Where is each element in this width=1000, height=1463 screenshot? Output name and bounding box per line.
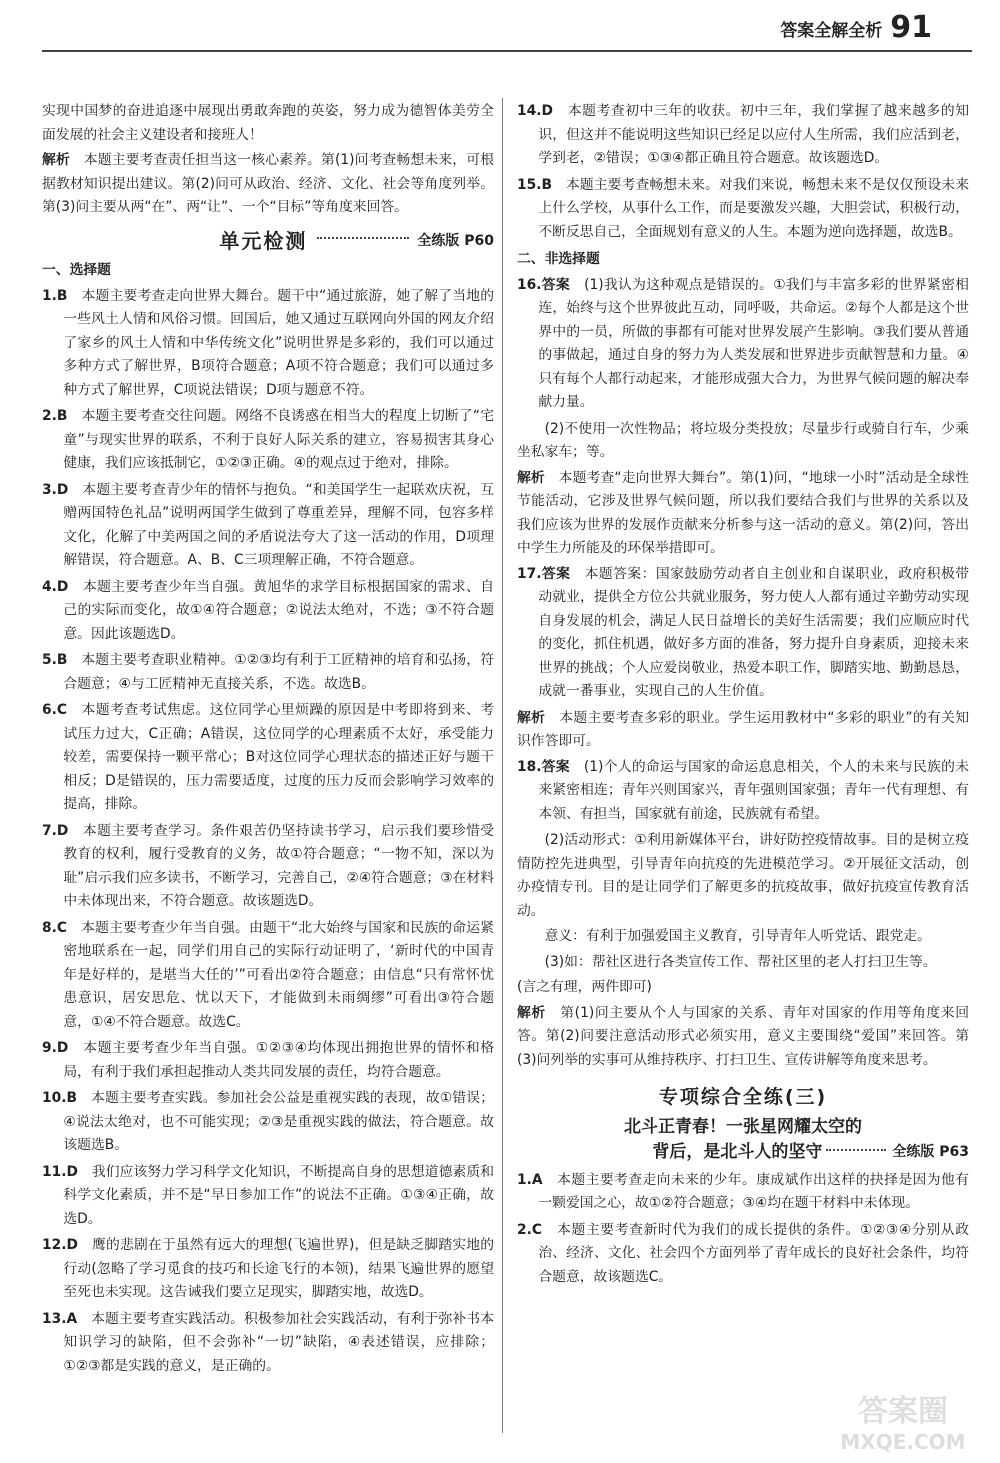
question-18-answer-3: 意义：有利于加强爱国主义教育，引导青年人听党话、跟党走。 <box>544 928 931 944</box>
question-number: 9.D <box>42 1040 69 1056</box>
subsection-non-choice: 二、非选择题 <box>517 251 600 267</box>
section-ref: 全练版 P60 <box>417 232 494 249</box>
question-item <box>42 649 494 696</box>
question-item <box>517 1169 969 1216</box>
question-number: 14.D <box>517 103 553 119</box>
question-item <box>42 1234 494 1305</box>
special-item-list <box>517 1169 969 1290</box>
leader-dots <box>317 237 409 239</box>
question-explanation: 本题主要考查走向世界大舞台。题干中“通过旅游，她了解了当地的一些风土人情和风俗习惯。回国后，她又通过互联网向外国的网友介绍了家乡的风土人情和中华传统文化”说明世界是多彩的，我们可以通过多种方式了解世界，B项符合题意；A项不符合题意；我们可以通过多种方式了解世界，C项说法错误；D项与题意不符。 <box>63 287 495 398</box>
question-explanation: 本题主要考查实践。参加社会公益是重视实践的表现，故①错误；④说法太绝对，也不可能实现；②③是重视实践的做法，符合题意。故该题选B。 <box>63 1090 495 1153</box>
question-item <box>42 1308 494 1379</box>
question-18-answer: 18.答案 (1)个人的命运与国家的命运息息相关，个人的未来与民族的未来紧密相连；青年兴则国家兴，青年强则国家强；青年一代有理想、有本领、有担当，国家就有前途，民族就有希望。 <box>517 758 969 822</box>
question-item <box>42 1087 494 1158</box>
question-explanation: 本题考查考试焦虑。这位同学心里烦躁的原因是中考即将到来、考试压力过大，C正确；A错误，这位同学的心理素质不太好，承受能力较差，需要保持一颗平常心；B对这位同学心理状态的描述正好与题干相反；D是错误的，压力需要适度，过度的压力反而会影响学习效率的提高，排除。 <box>63 702 494 812</box>
watermark-logo <box>828 1387 978 1457</box>
question-16-answer: 16.答案 (1)我认为这种观点是错误的。①我们与丰富多彩的世界紧密相连，始终与这个世界彼此互动，同呼吸，共命运。②每个人都是这个世界中的一员，所做的事都有可能对世界发展产生影响。③我们要从普通的事做起，通过自身的努力为人类发展和世界进步贡献智慧和力量。④只有每个人都行动起来，才能形成强大合力，为世界气候问题的解决奉献力量。 <box>517 276 969 410</box>
question-explanation: 本题主要考查少年当自强。黄旭华的求学目标根据国家的需求、自己的实际而变化，故①④符合题意；②说法太绝对，不选；③不符合题意。因此该题选D。 <box>63 578 495 642</box>
question-17-answer: 17.答案 本题答案：国家鼓励劳动者自主创业和自谋职业，政府积极带动就业，提供全方位公共就业服务，努力使人人都有通过辛勤劳动实现自身发展的机会，满足人民日益增长的美好生活需要；我们应顺应时代的变化，抓住机遇，做好多方面的准备，努力提升自身素质，迎接未来世界的挑战；个人应爱岗敬业，热爱本职工作，脚踏实地、勤勤恳恳，成就一番事业，实现自己的人生价值。 <box>517 565 970 699</box>
question-item <box>42 1037 494 1084</box>
question-18-note: (言之有理，两件即可) <box>517 979 652 995</box>
leader-dots <box>826 1149 886 1151</box>
question-number: 8.C <box>42 919 67 936</box>
question-explanation: 本题主要考查少年当自强。由题干“北大始终与国家和民族的命运紧密地联系在一起，同学们用自己的实际行动证明了，‘新时代的中国青年是好样的，是堪当大任的’”可看出②符合题意；由信息“只有常怀忧患意识，居安思危、忧以天下，才能做到未雨绸缪”可看出③符合题意，①④不符合题意。故选C。 <box>63 919 494 1030</box>
watermark-url: MXQE.COM <box>840 1430 966 1454</box>
question-number: 13.A <box>42 1310 78 1327</box>
question-16-answer-2: (2)不使用一次性物品；将垃圾分类投放；尽量步行或骑自行车，少乘坐私家车；等。 <box>517 420 969 460</box>
question-explanation: 本题主要考查实践活动。积极参加社会实践活动，有利于弥补书本知识学习的缺陷，但不会弥补“一切”缺陷，④表述错误，应排除；①②③都是实践的意义，是正确的。 <box>63 1310 495 1374</box>
question-number: 3.D <box>42 481 69 498</box>
question-item <box>42 285 494 403</box>
question-item <box>42 820 494 914</box>
question-item <box>42 917 494 1035</box>
special-section-subtitle-1: 北斗正青春！一张星网耀太空的 <box>624 1116 862 1137</box>
question-16-analysis: 解析 本题考查“走向世界大舞台”。第(1)问，“地球一小时”活动是全球性节能活动，它涉及世界气候问题，所以我们要结合我们与世界的关系以及我们应该为世界的发展作贡献来分析参与这一活动的意义。第(2)问，答出中学生力所能及的环保举措即可。 <box>517 469 970 556</box>
watermark-text: 答案圈 <box>858 1394 948 1429</box>
question-item <box>517 174 969 245</box>
question-explanation: 本题主要考查学习。条件艰苦仍坚持读书学习，启示我们要珍惜受教育的权利，履行受教育的义务，故①符合题意；“一物不知，深以为耻”启示我们应多读书，不断学习，完善自己，②④符合题意；③在材料中未体现出来，不符合题意。故该题选D。 <box>63 822 495 909</box>
question-18-answer-4: (3)如：帮社区进行各类宣传工作、帮社区里的老人打扫卫生等。 <box>544 953 937 970</box>
question-number: 10.B <box>42 1090 77 1106</box>
page-number: 91 <box>890 10 932 45</box>
question-number: 1.B <box>42 287 68 304</box>
question-explanation: 本题主要考查新时代为我们的成长提供的条件。①②③④分别从政治、经济、文化、社会四个方面列举了青年成长的良好社会条件，均符合题意，故该题选C。 <box>538 1221 969 1285</box>
question-number: 2.C <box>517 1221 542 1238</box>
section-title-unit-test <box>42 230 494 254</box>
subsection-choice: 一、选择题 <box>42 262 111 278</box>
special-section-ref: 全练版 P63 <box>892 1144 969 1160</box>
question-explanation: 本题主要考查走向未来的少年。康成斌作出这样的抉择是因为他有一颗爱国之心，故①②符合题意；③④均在题干材料中未体现。 <box>538 1171 970 1211</box>
question-explanation: 本题主要考查职业精神。①②③均有利于工匠精神的培育和弘扬，符合题意；④与工匠精神无直接关系，不选。故选B。 <box>63 652 495 692</box>
choice-item-list-continued <box>517 100 969 244</box>
question-explanation: 我们应该努力学习科学文化知识，不断提高自身的思想道德素质和科学文化素质，并不是“早日参加工作”的说法不正确。①③④正确，故选D。 <box>63 1163 495 1227</box>
intro-analysis: 解析 本题主要考查责任担当这一核心素养。第(1)问考查畅想未来，可根据教材知识提出建议。第(2)问可从政治、经济、文化、社会等角度列举。第(3)问主要从两“在”、两“让”、一个“目标”等角度来回答。 <box>42 152 495 215</box>
question-number: 1.A <box>517 1171 543 1188</box>
question-item <box>42 479 494 573</box>
question-number: 7.D <box>42 822 69 839</box>
choice-item-list <box>42 285 494 1379</box>
column-divider <box>502 98 503 1433</box>
question-explanation: 本题主要考查交往问题。网络不良诱惑在相当大的程度上切断了“宅童”与现实世界的联系，不利于良好人际关系的建立，容易损害其身心健康，我们应该抵制它，①②③正确。④的观点过于绝对，排除。 <box>63 408 495 471</box>
question-item <box>517 1219 969 1290</box>
page-header <box>780 8 932 48</box>
question-number: 5.B <box>42 652 68 668</box>
question-number: 12.D <box>42 1237 78 1253</box>
question-item <box>42 1161 494 1232</box>
question-17-analysis: 解析 本题主要考查多彩的职业。学生运用教材中“多彩的职业”的有关知识作答即可。 <box>517 709 969 749</box>
special-section-subtitle-2: 背后，是北斗人的坚守 全练版 P63 <box>517 1141 969 1165</box>
header-rule <box>42 50 972 52</box>
question-number: 2.B <box>42 408 68 424</box>
question-18-answer-2: (2)活动形式：①利用新媒体平台，讲好防控疫情故事。目的是树立疫情防控先进典型，引导青年向抗疫的先进模范学习。②开展征文活动，创办疫情专刊。目的是让同学们了解更多的抗疫故事，做好抗疫宣传教育活动。 <box>517 832 969 919</box>
right-column <box>517 100 969 1292</box>
left-column <box>42 100 494 1381</box>
question-number: 6.C <box>42 702 67 718</box>
question-item <box>42 405 494 476</box>
question-explanation: 本题考查初中三年的收获。初中三年，我们掌握了越来越多的知识，但这并不能说明这些知识已经足以应付人生所需，我们应活到老，学到老，②错误；①③④都正确且符合题意。故该题选D。 <box>538 103 970 166</box>
question-explanation: 本题主要考查青少年的情怀与抱负。“和美国学生一起联欢庆祝，互赠两国特色礼品”说明两国学生做到了尊重差异，理解不同，包容多样文化，化解了中美两国之间的矛盾说法夸大了这一活动的作用，D项理解错误，符合题意。A、B、C三项理解正确，不符合题意。 <box>63 481 495 568</box>
question-number: 4.D <box>42 578 69 595</box>
question-18-analysis: 解析 第(1)问主要从个人与国家的关系、青年对国家的作用等角度来回答。第(2)问要注意活动形式必须实用，意义主要围绕“爱国”来回答。第(3)问列举的实事可从维持秩序、打扫卫生、宣传讲解等角度来思考。 <box>517 1004 970 1068</box>
analysis-label: 解析 <box>42 152 70 168</box>
question-item <box>42 576 494 647</box>
question-number: 15.B <box>517 176 552 193</box>
question-item <box>42 699 494 817</box>
question-item <box>517 100 969 171</box>
question-explanation: 本题主要考查畅想未来。对我们来说，畅想未来不是仅仅预设未来上什么学校，从事什么工作，而是要激发兴趣，大胆尝试，积极行动，不断反思自己，全面规划有意义的人生。本题为逆向选择题，故选B。 <box>538 176 970 240</box>
special-section-title: 专项综合全练(三) <box>658 1086 828 1108</box>
intro-text: 实现中国梦的奋进追逐中展现出勇敢奔跑的英姿，努力成为德智体美劳全面发展的社会主义建设者和接班人！ <box>42 103 494 143</box>
header-title: 答案全解全析 <box>780 20 883 41</box>
section-title: 单元检测 <box>219 228 308 253</box>
question-explanation: 鹰的悲剧在于虽然有远大的理想(飞遍世界)，但是缺乏脚踏实地的行动(忽略了学习觅食的技巧和长途飞行的本领)，结果飞遍世界的愿望至死也未实现。这告诫我们要立足现实，脚踏实地，故选D。 <box>63 1237 495 1300</box>
question-explanation: 本题主要考查少年当自强。①②③④均体现出拥抱世界的情怀和格局，有利于我们承担起推动人类共同发展的责任，均符合题意。 <box>63 1040 494 1080</box>
question-number: 11.D <box>42 1163 78 1180</box>
